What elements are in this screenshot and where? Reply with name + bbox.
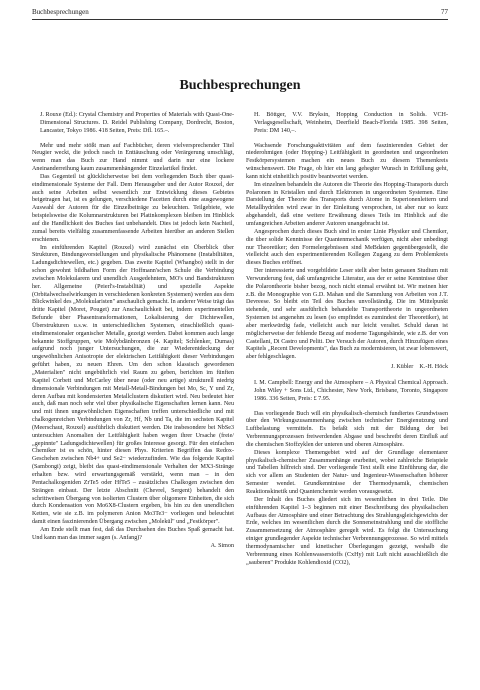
review-paragraph: Wachsende Forschungsaktivitäten auf dem faszinierenden Gebiet der niederohmigen (oder Hopping-) Leitfähigkeit in geordneten und ungeordneten Festkörpersystemen machen ein neues Buch zu diesem Themenkreis wünschenswert. Die Frage, ob hier ein lang gehegter Wunsch in Erfüllung geht, kann nicht einheitlich positiv beantwortet werden. [246, 142, 448, 180]
review-reference: I. M. Campbell: Energy and the Atmosphere – A Physical Chemical Approach. John Wiley + Sons Ltd., Chichester, New York, Brisbane, Toronto, Singapore 1986. 336 Seiten, Preis: £ 7.95. [254, 380, 448, 402]
reviewer-name: J. Kübler [390, 364, 414, 371]
review-paragraph: Mehr und mehr stößt man auf Fachbücher, deren vielversprechender Titel Neugier weckt, die jedoch rasch in Enttäuschung oder Verärgerung umschlägt, wenn man das Buch zur Hand nimmt und darin nur eine lockere Aneinanderreihung kaum zusammenhängender Einzelartikel findet. [32, 142, 234, 173]
page-number: 77 [441, 8, 448, 16]
review-paragraph: Das vorliegende Buch will ein physikalisch-chemisch fundiertes Grundwissen über den Wirkungszusammenhang zwischen technischer Energienutzung und Luftbelastung vermitteln. Es befaßt sich mit der Bildung der bei Verbrennungsprozessen freiwerdenden Abgase und beschreibt deren Einfluß auf die chemischen Stoffzyklen der unteren und oberen Atmosphäre. [246, 410, 448, 448]
running-head-title: Buchbesprechungen [32, 8, 89, 16]
review-paragraph: Der interessierte und vorgebildete Leser stellt aber beim genauen Studium mit Verwunderung fest, daß umfangreiche Literatur, aus der er seine Kenntnisse über die Polarontheorie bisher bezog, noch nicht einmal erwähnt ist. Wir meinen hier z.B. die Monographie von G.D. Mahan und die Sammlung von Arbeiten von J.T. Devreese. So bleibt ein Teil des Buches unvollständig. Die im Mittelpunkt stehende, und sehr ausführlich behandelte Transporttheorie in ungeordneten Systemen ist angenehm zu lesen (so empfindet es zumindest der Theoretiker), ist aber merkwürdig fade, vielleicht auch nur leicht veraltet. Schuld daran ist möglicherweise der fehlende Bezug auf moderne Tagungsbände, wie z.B. der von Castellani, Di Castro und Peliti. Der Versuch der Autoren, durch Hinzufügen eines Kapitels „Recent Developments", das Buch zu modernisieren, ist zwar lobenswert, aber fehlgeschlagen. [246, 268, 448, 361]
section-spacer [246, 372, 448, 380]
review-paragraph: Dieses komplexe Themengebiet wird auf der Grundlage elementarer physikalisch-chemischer Zusammenhänge erarbeitet, wobei zahlreiche Beispiele und Tabellen hilfreich sind. Der vorliegende Text stellt eine Einführung dar, die sich vor allem an Studenten der Natur- und Ingenieur-Wissenschaften höherer Semester wendet. Grundkenntnisse der Thermodynamik, chemischen Reaktionskinetik und Quantenchemie werden vorausgesetzt. [246, 449, 448, 495]
review-reference: J. Rouxe (Ed.): Crystal Chemistry and Properties of Materials with Quasi-One-Dimensional Structures. D. Reidel Publishing Company, Dordrecht, Boston, Lancaster, Tokyo 1986. 418 Seiten, Preis: Dfl. 165.–. [40, 112, 234, 134]
review-paragraph: Angesprochen durch dieses Buch sind in erster Linie Physiker und Chemiker, die über solide Kenntnisse der Quantenmechanik verfügen, nicht aber unbedingt nur Theoretiker; den Formelergebnissen sind MeBdaten gegenübergestellt, die vielleicht auch den experimentierenden Kollegen Zugang zu dem Problemkreis dieses Buches eröffnet. [246, 228, 448, 267]
right-column [246, 112, 448, 567]
header-rule [32, 19, 448, 20]
review-paragraph: Im einzelnen behandeln die Autoren die Theorie des Hopping-Transports durch Polaronen in Kristallen und durch Elektronen in ungeordneten Systemen. Eine Darstellung der Theorie des Transports durch Atome in Superionenleitern und Metallhydriden wird zwar in der Einleitung versprochen, ist aber nur so kurz abgehandelt, daß eine weitere Erwähnung dieses Teils im Hinblick auf die umfangreichen Arbeiten anderer Autoren unangebracht ist. [246, 181, 448, 227]
review-paragraph: Am Ende stellt man fest, daß das Durchsehen des Buches Spaß gemacht hat. Und kann man das immer sagen (s. Anfang)? [32, 526, 234, 541]
reviewer-signature: A. Simon [210, 542, 234, 549]
review-paragraph: Im einführenden Kapitel (Rouxel) wird zunächst ein Überblick über Strukturen, Bindungsvorstellungen und physikalische Phänomene (Instabilitäten, Ladungsdichtewellen, etc.) gegeben. Das zweite Kapitel (Whangbo) stellt in der schon gewohnt bildhaften Form der Hoffmann'schen Schule die Verbindung zwischen Molekularem und unendlich Ausgedehntem, MO's und Bandstrukturen her. Allgemeine (Peierl's-Instabilität) und spezielle Aspekte (Orbitalwechselwirkungen in verschiedenen konkreten Systemen) werden aus dem Blickwinkel des „Molekularisten" anschaulich gemacht. In anderer Weise trägt das dritte Kapitel (Moret, Pouget) zur Anschaulichkeit bei, indem experimentellen Befunde über Phasentransformationen, Lokalisierung der Dichtewellen, Überstrukturen u.s.w. in unterschiedlichen Systemen, einschließlich quasi-eindimensionaler organischer Metalle, gezeigt werden. Dabei kommen auch lange bekannte Stoffgruppen, wie Molybdänbronzen (4. Kapitel; Schlenker, Dumas) aufgrund noch junger Untersuchungen, die zur Wiederentdeckung der ungewöhnlichen Anisotropie der elektrischen Leitfähigkeit dieser Verbindungen geführt haben, zu neuen Ehren. Um den schon klassisch gewordenen „Materialien" nicht ungebührlich viel Raum zu geben, berichten im fünften Kapitel Corbett und McCarley über neue (oder neu artige) strukturell niedrig dimensionale Verbindungen mit Metall-Metall-Bindungen bei Mo, Sc, Y und Zr, deren Aufbau mit kondensierten Metallclustern diskutiert wird. Neu bedeutet hier auch, daß man noch sehr viel über physikalische Eigenschaften lernen kann. Neu und mit ihnen ungewöhnlichen Eigenschaften treffen unterschiedliche und mit chalkogenreichen Verbindungen von Zr, Hf, Nb und Ta, die im sechsten Kapitel (Meerschaut, Rouxel) ausführlich diskutiert werden. Die insbesondere bei NbSe3 untersuchten Anomalien der Leitfähigkeit haben wegen ihrer Ursache (freie/„gepinnte" Ladungsdichtewellen) für großes Interesse gesorgt. Für den einfachen Chemiker ist es schön, hinter diesen Phys. Kriterien Begriffen das Redox-Geschehen zwischen Nb4+ und Se2− wiederzufinden. Wie das folgende Kapitel (Sambongi) zeigt, bleibt das quasi-eindimensionale Verhalten der MX3-Stränge erhalten bzw. wird erwartungsgemäß verstärkt, wenn man – in den Pentachalkogeniden ZrTe5 oder HfTe5 – zusätzliches Chalkogen zwischen den Strängen einbaut. Der letzte Abschnitt (Chevrel, Sergent) behandelt den schrittweisen Übergang von isolierten Clustern über oligomere Einheiten, die sich durch Kondensation von Mo6X8-Clustern ergeben, bis hin zu den unendlichen Ketten, wie sie z.B. im polymeren Anion Mo3Te3− vorliegen und beleuchtet damit einen faszinierenden Übergang zwischen „Molekül" und „Festkörper". [32, 244, 234, 526]
review-reference: H. Böttger, V.V. Bryksin, Hopping Conduction in Solids. VCH-Verlagsgesellschaft, Weinheim, Deerfield Beach-Florida 1985. 398 Seiten, Preis: DM 140,–. [254, 112, 448, 134]
reviewer-name: K.-H. Höck [419, 364, 448, 371]
left-column [32, 112, 234, 552]
reviewer-signature [246, 364, 448, 372]
page-title: Buchbesprechungen [179, 78, 301, 93]
review-paragraph: Der Inhalt des Buches gliedert sich im wesentlichen in drei Teile. Die einführenden Kapitel 1–3 beginnen mit einer Beschreibung des physikalischen Aufbaus der Atmosphäre und einer Betrachtung des Strahlungsgleichgewichts der Erde, welches im wesentlichen durch die Sonneneinstrahlung und die stoffliche Zusammensetzung der Atmosphäre geregelt wird. Es folgt die Untersuchung einiger grundlegender Aspekte technischer Verbrennungsprozesse. So wird mittels thermodynamischer und kinetischer Überlegungen gezeigt, weshalb die Verbrennung eines Kohlenwasserstoffs (CxHy) mit Luft nicht ausschließlich die „sauberen" Produkte Kohlendioxid (CO2), [246, 496, 448, 566]
review-paragraph: Das Gegenteil ist glücklicherweise bei dem vorliegenden Buch über quasi-eindimensionale Systeme der Fall. Dem Herausgeber und der Autor Rouxel, der auch seine Arbeiten selbst wesentlich zur Entwicklung dieses Gebietes beigetragen hat, ist es gelungen, verschiedene Facetten durch eine ausgewogene Auswahl der Autoren für die Einzelbeiträge zu beleuchten. Teilgebiete, wie beispielsweise die Kolumnarstrukturen bei Platinkomplexen bleiben im Hinblick auf die Handlichkeit des Buches fast unbehandelt. Dies ist jedoch kein Nachteil, zumal bereits vielfältig zusammenfassende Arbeiten hierüber an anderen Stellen erschienen. [32, 173, 234, 243]
